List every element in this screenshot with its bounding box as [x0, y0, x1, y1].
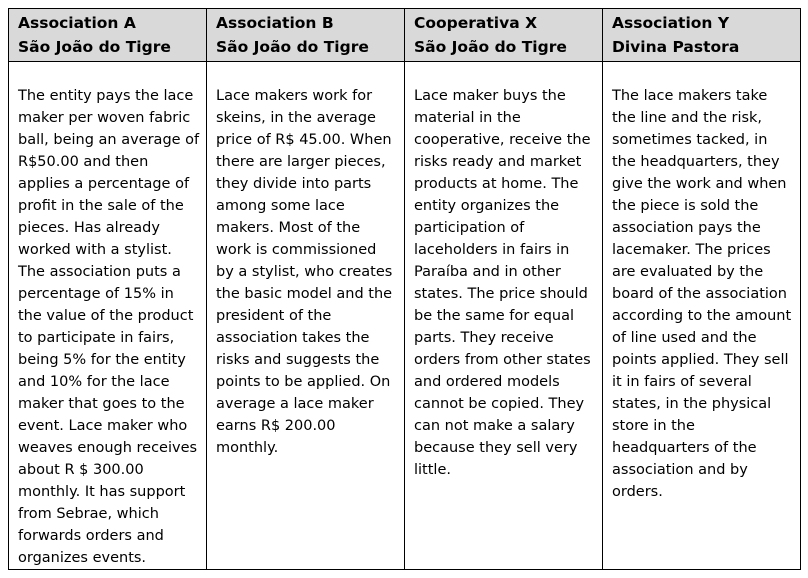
cell-association-a-description: The entity pays the lace maker per woven fabric ball, being an average of R$50.00 and then applies a percentage of profit in the sale of the pieces. Has already worked with a stylist. The association puts a percentage of 15% in the value of the product to participate in fairs, being 5% for the entity and 10% for the lace maker that goes to the event. Lace maker who weaves enough receives about R $ 300.00 monthly. It has support from Sebrae, which forwards orders and organizes events.: [9, 62, 207, 570]
header-cell-association-b: [207, 9, 405, 62]
cell-cooperativa-x-description: Lace maker buys the material in the cooperative, receive the risks ready and market products at home. The entity organizes the participation of laceholders in fairs in Paraíba and in other states. The price should be the same for equal parts. They receive orders from other states and ordered models cannot be copied. They can not make a salary because they sell very little.: [405, 62, 603, 570]
header-cell-association-y: [603, 9, 801, 62]
column-title: Association B: [216, 14, 334, 32]
cell-association-y-description: The lace makers take the line and the risk, sometimes tacked, in the headquarters, they give the work and when the piece is sold the association pays the lacemaker. The prices are evaluated by the board of the association according to the amount of line used and the points applied. They sell it in fairs of several states, in the physical store in the headquarters of the association and by orders.: [603, 62, 801, 570]
body-row: [9, 62, 801, 570]
column-place: São João do Tigre: [18, 38, 171, 56]
header-row: [9, 9, 801, 62]
column-title: Association Y: [612, 14, 730, 32]
column-title: Association A: [18, 14, 136, 32]
column-place: São João do Tigre: [414, 38, 567, 56]
column-place: Divina Pastora: [612, 38, 740, 56]
header-cell-association-a: [9, 9, 207, 62]
column-place: São João do Tigre: [216, 38, 369, 56]
column-title: Cooperativa X: [414, 14, 538, 32]
comparison-table: [8, 8, 801, 570]
header-cell-cooperativa-x: [405, 9, 603, 62]
cell-association-b-description: Lace makers work for skeins, in the average price of R$ 45.00. When there are larger pieces, they divide into parts among some lace makers. Most of the work is commissioned by a stylist, who creates the basic model and the president of the association takes the risks and suggests the points to be applied. On average a lace maker earns R$ 200.00 monthly.: [207, 62, 405, 570]
